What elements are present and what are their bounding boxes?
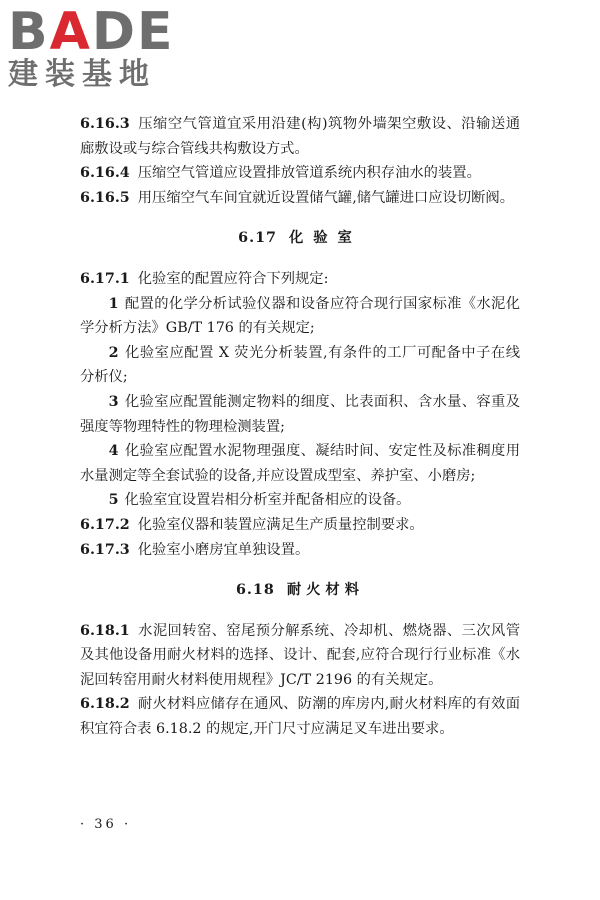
section-heading-6-17 bbox=[80, 226, 520, 251]
clause-number: 6.16.4 bbox=[80, 165, 130, 182]
clause-6-16-3 bbox=[80, 112, 520, 161]
clause-text: 用压缩空气车间宜就近设置储气罐,储气罐进口应设切断阀。 bbox=[137, 189, 515, 206]
logo-wordmark: BADE bbox=[8, 2, 175, 62]
clause-6-17-2 bbox=[80, 513, 520, 538]
clause-text: 压缩空气管道宜采用沿建(构)筑物外墙架空敷设、沿输送通廊敷设或与综合管线共构敷设方式。 bbox=[80, 116, 520, 157]
clause-6-16-4 bbox=[80, 161, 520, 186]
list-item bbox=[80, 292, 520, 341]
clause-number: 6.16.5 bbox=[80, 189, 130, 206]
clause-text: 化验室仪器和装置应满足生产质量控制要求。 bbox=[137, 516, 424, 533]
item-number: 2 bbox=[108, 344, 119, 361]
list-item bbox=[80, 439, 520, 488]
clause-number: 6.18.1 bbox=[80, 622, 130, 639]
clause-6-17-3 bbox=[80, 538, 520, 563]
clause-text: 化验室的配置应符合下列规定: bbox=[137, 270, 329, 287]
clause-6-16-5 bbox=[80, 186, 520, 211]
clause-text: 化验室小磨房宜单独设置。 bbox=[137, 541, 310, 558]
clause-text: 耐火材料应储存在通风、防潮的库房内,耐火材料库的有效面积宜符合表 6.18.2 的规定,开门尺寸应满足叉车进出要求。 bbox=[80, 696, 520, 738]
clause-text: 水泥回转窑、窑尾预分解系统、冷却机、燃烧器、三次风管及其他设备用耐火材料的选择、设计、配套,应符合现行行业标准《水泥回转窑用耐火材料使用规程》JC/T 2196 的有关规定。 bbox=[80, 622, 520, 688]
item-number: 1 bbox=[108, 295, 119, 312]
section-title: 耐火材料 bbox=[286, 582, 364, 599]
section-number: 6.18 bbox=[235, 582, 275, 599]
item-text: 配置的化学分析试验仪器和设备应符合现行国家标准《水泥化学分析方法》GB/T 176 的有关规定; bbox=[80, 295, 520, 337]
list-item bbox=[80, 488, 520, 513]
clause-number: 6.17.1 bbox=[80, 270, 130, 287]
clause-6-18-1 bbox=[80, 619, 520, 693]
list-item bbox=[80, 341, 520, 390]
section-title: 化验室 bbox=[288, 230, 362, 247]
item-text: 化验室应配置能测定物料的细度、比表面积、含水量、容重及强度等物理特性的物理检测装置; bbox=[80, 393, 520, 435]
list-item bbox=[80, 390, 520, 439]
item-number: 5 bbox=[108, 492, 119, 509]
section-heading-6-18 bbox=[80, 578, 520, 603]
clause-number: 6.17.3 bbox=[80, 541, 130, 558]
item-number: 3 bbox=[108, 393, 119, 410]
logo-subtitle: 建装基地 bbox=[8, 57, 156, 92]
clause-text: 压缩空气管道应设置排放管道系统内积存油水的装置。 bbox=[137, 165, 481, 182]
document-body bbox=[80, 112, 520, 742]
page-number: · 36 · bbox=[80, 817, 132, 832]
clause-6-18-2 bbox=[80, 692, 520, 741]
clause-6-17-1 bbox=[80, 267, 520, 292]
item-text: 化验室应配置 X 荧光分析装置,有条件的工厂可配备中子在线分析仪; bbox=[80, 344, 520, 386]
clause-number: 6.16.3 bbox=[80, 116, 130, 132]
clause-number: 6.18.2 bbox=[80, 696, 130, 713]
item-number: 4 bbox=[108, 443, 119, 460]
item-text: 化验室应配置水泥物理强度、凝结时间、安定性及标准稠度用水量测定等全套试验的设备,并应设置成型室、养护室、小磨房; bbox=[80, 443, 520, 484]
section-number: 6.17 bbox=[238, 230, 277, 247]
item-text: 化验室宜设置岩相分析室并配备相应的设备。 bbox=[124, 492, 411, 509]
clause-number: 6.17.2 bbox=[80, 516, 130, 533]
bade-logo bbox=[8, 4, 188, 92]
